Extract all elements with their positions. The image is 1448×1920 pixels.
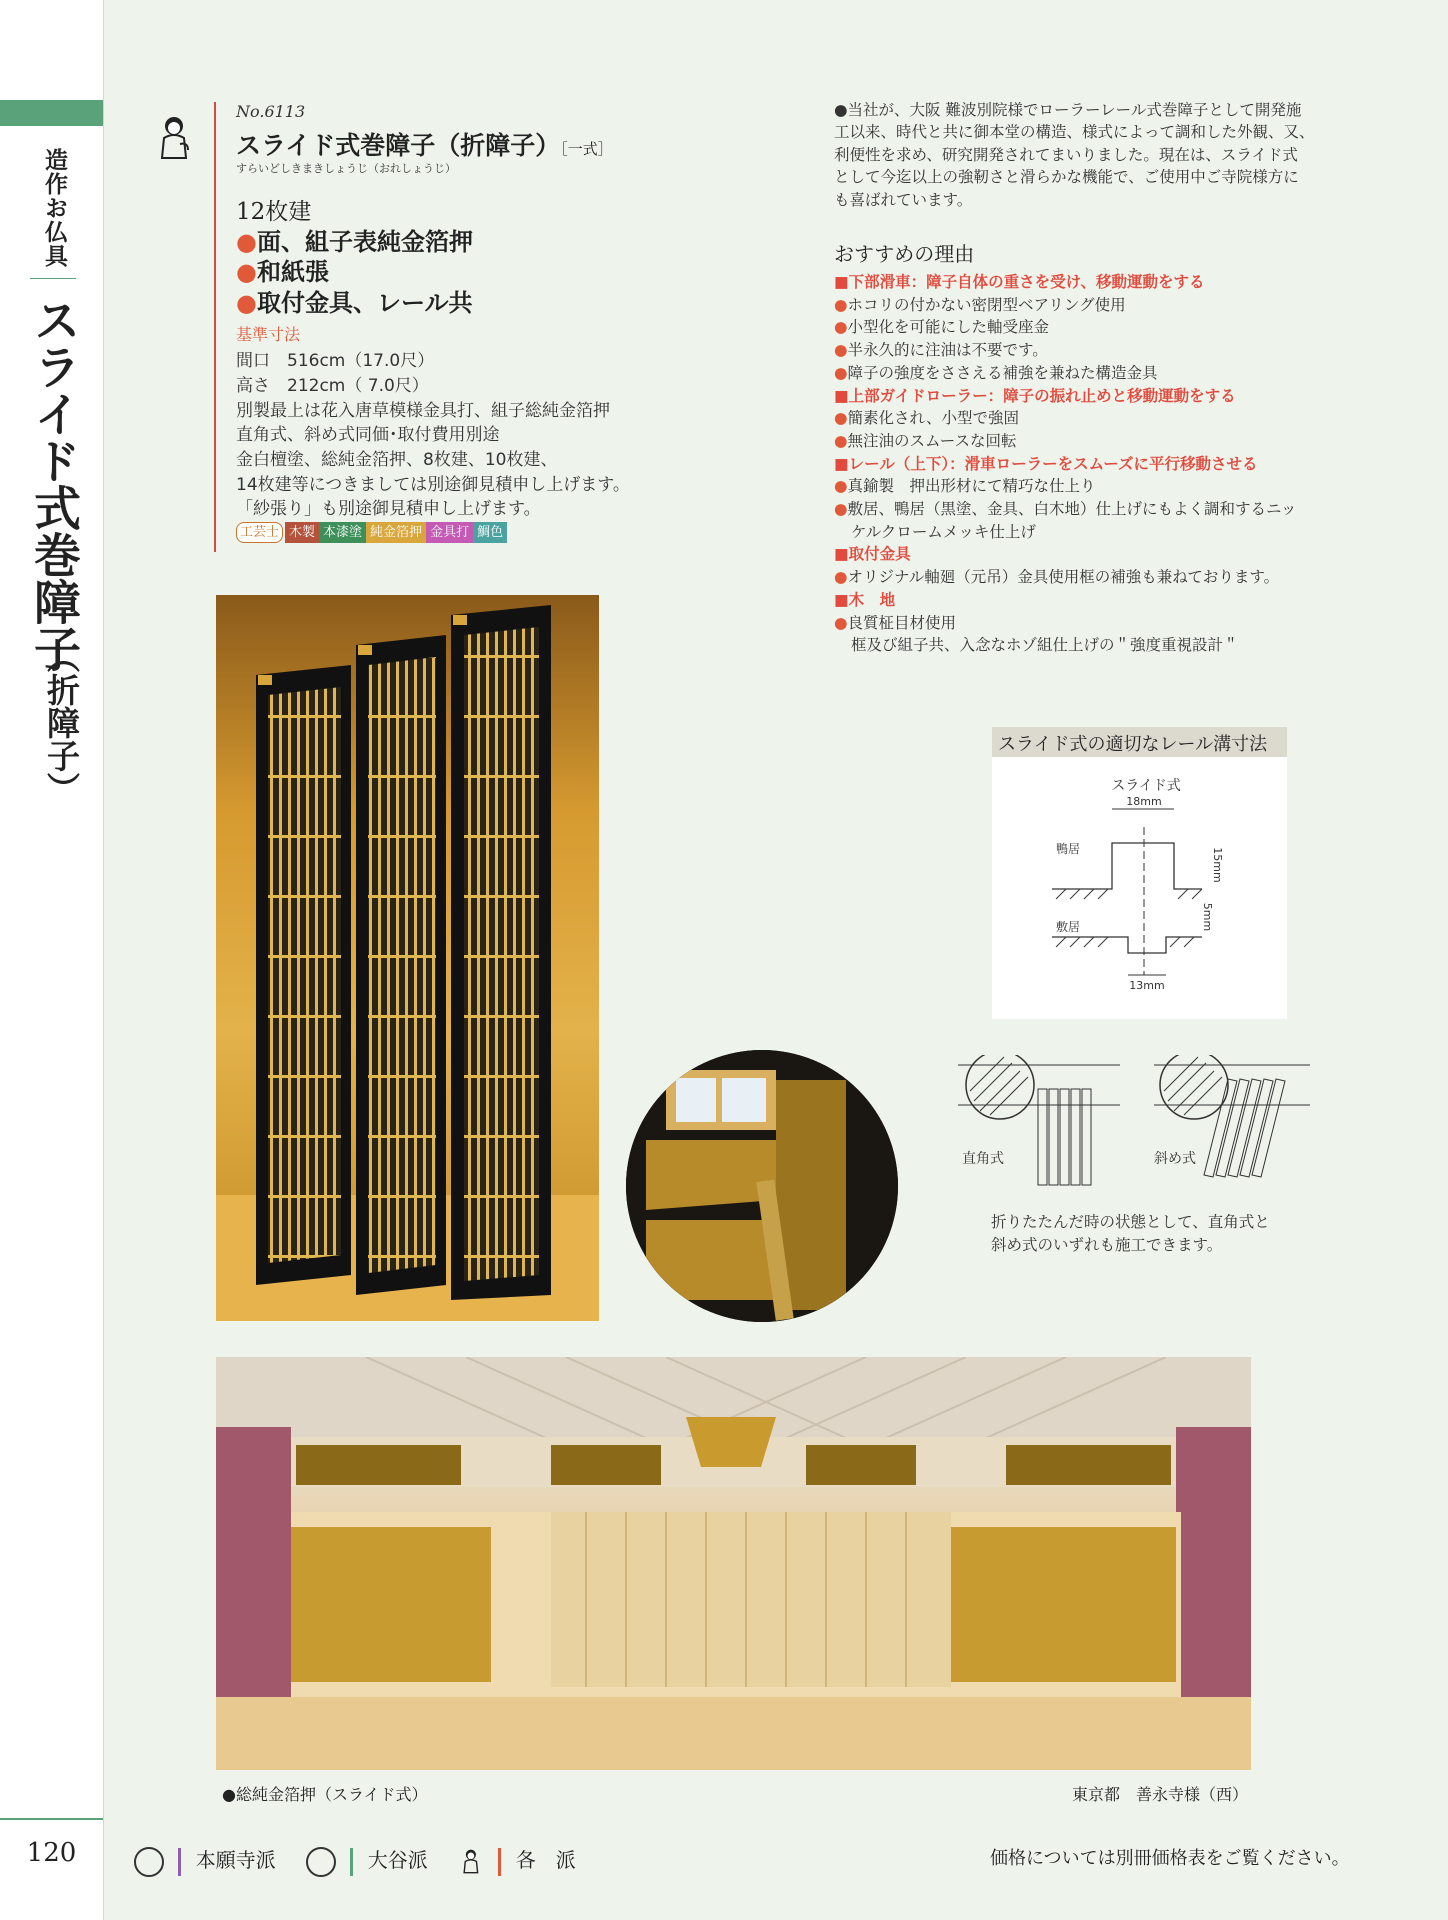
rail-groove-diagram	[992, 757, 1287, 1019]
bullet-dot-icon: ●	[236, 257, 257, 286]
reason-heading	[834, 588, 895, 610]
dimension-line: 14枚建等につきましては別途御見積申し上げます。	[236, 475, 630, 495]
reason-bullet	[834, 497, 1296, 519]
product-number: No.6113	[236, 102, 306, 121]
top-depth-label: 15mm	[1211, 847, 1224, 883]
reason-text: 框及び組子共、入念なホゾ組仕上げの＂強度重視設計＂	[851, 636, 1239, 655]
reason-bullet	[851, 633, 1239, 655]
intro-line: 工以来、時代と共に御本堂の構造、様式によって調和した外観、又、	[834, 123, 1315, 141]
reason-bullet	[834, 293, 1126, 315]
reason-heading	[834, 270, 1205, 292]
sect-divider	[350, 1848, 353, 1876]
reason-text: ■レール（上下）：滑車ローラーをスムーズに平行移動させる	[834, 454, 1258, 473]
sidebar-accent-bar	[0, 100, 103, 126]
attribute-badge: 鯛色	[473, 522, 507, 543]
attribute-badge: 本漆塗	[319, 522, 366, 543]
spec-panels: 12枚建	[236, 199, 312, 225]
product-set-label: ［一式］	[560, 140, 613, 158]
temple-hall-photo	[216, 1357, 1251, 1770]
dimension-line: 別製最上は花入唐草模様金具打、組子総純金箔押	[236, 401, 610, 421]
reason-text: ■下部滑車：障子自体の重さを受け、移動運動をする	[834, 273, 1205, 291]
feature-text: 面、組子表純金箔押	[256, 227, 473, 256]
reason-bullet	[834, 565, 1279, 587]
bullet-dot-icon: ●	[834, 500, 848, 518]
top-rail-label: 鴨居	[1056, 842, 1081, 856]
dimension-line: 「紗張り」も別途御見積申し上げます。	[236, 499, 541, 519]
temple-hall-illustration	[216, 1357, 1251, 1770]
reason-text: 敷居、鴨居（黒塗、金具、白木地）仕上げにもよく調和するニッ	[847, 500, 1297, 518]
monk-logo-icon	[158, 114, 194, 164]
reason-text: ホコリの付かない密閉型ベアリング使用	[847, 295, 1126, 314]
reason-bullet	[834, 611, 956, 633]
reason-bullet	[834, 361, 1158, 383]
bullet-dot-icon: ●	[834, 613, 848, 632]
bullet-dot-icon: ●	[834, 318, 848, 337]
feature-text: 和紙張	[256, 257, 329, 286]
sect-label: 各 派	[515, 1848, 576, 1872]
reason-bullet	[834, 338, 1048, 360]
price-note: 価格については別冊価格表をご覧ください。	[990, 1848, 1350, 1869]
hinge-detail-illustration	[626, 1050, 898, 1322]
reason-bullet	[834, 315, 1049, 337]
intro-line: も喜ばれています。	[834, 191, 973, 209]
folding-diagram	[958, 1055, 1318, 1205]
dimension-line: 高さ 212cm（ 7.0尺）	[236, 376, 429, 396]
sect-crest-icon	[306, 1847, 336, 1877]
bottom-depth-label: 5mm	[1201, 902, 1214, 932]
sect-divider	[178, 1848, 181, 1876]
reason-text: 無注油のスムースな回転	[847, 431, 1017, 450]
dimension-line: 金白檀塗、総純金箔押、8枚建、10枚建、	[236, 450, 558, 470]
monk-logo-icon	[460, 1848, 484, 1876]
product-reading: すらいどしきまきしょうじ（おれしょうじ）	[236, 162, 456, 175]
dimension-line: 直角式、斜め式同価･取付費用別途	[236, 425, 500, 445]
reason-text: 簡素化され、小型で強固	[847, 409, 1019, 428]
bullet-dot-icon: ●	[834, 431, 848, 450]
sect-item-all	[460, 1844, 576, 1876]
product-title-text: スライド式巻障子（折障子）	[236, 131, 561, 160]
bullet-dot-icon: ●	[236, 288, 257, 317]
reason-heading	[834, 542, 911, 564]
rail-diagram-title: スライド式の適切なレール溝寸法	[998, 734, 1268, 755]
attribute-badge: 木製	[285, 522, 319, 543]
reason-text: オリジナル軸廻（元吊）金具使用框の補強も兼ねております。	[847, 568, 1280, 587]
feature-item	[236, 283, 472, 318]
intro-line: ●当社が、大阪 難波別院様でローラーレール式巻障子として開発施	[834, 101, 1302, 119]
header-accent-line	[214, 102, 216, 552]
photo-caption-right: 東京都 善永寺様（西）	[1072, 1785, 1249, 1804]
dimensions-title: 基準寸法	[236, 325, 301, 344]
right-angle-fold	[958, 1055, 1120, 1185]
product-title	[236, 126, 613, 162]
sect-item-honganji	[134, 1844, 276, 1877]
reason-text: 小型化を可能にした軸受座金	[847, 318, 1050, 337]
reason-heading	[834, 384, 1236, 406]
reason-text: 障子の強度をささえる補強を兼ねた構造金具	[847, 363, 1158, 382]
bullet-dot-icon: ●	[236, 227, 257, 256]
rail-type-label: スライド式	[1111, 778, 1181, 794]
bullet-dot-icon: ●	[834, 295, 848, 314]
folding-screen-illustration	[216, 595, 599, 1321]
page-number: 120	[26, 1838, 77, 1868]
sect-item-otani	[306, 1844, 428, 1877]
reasons-title: おすすめの理由	[834, 242, 975, 266]
attribute-badge: 金具打	[426, 522, 473, 543]
reason-text: ■取付金具	[834, 545, 911, 564]
attribute-badges	[236, 522, 507, 543]
sect-crest-icon	[134, 1847, 164, 1877]
folding-screen-photo	[216, 595, 599, 1321]
reason-bullet	[834, 474, 1096, 496]
page-number-rule	[0, 1818, 103, 1820]
intro-line: 利便性を求め、研究開発されてまいりました。現在は、スライド式	[834, 146, 1298, 164]
bullet-dot-icon: ●	[834, 568, 848, 587]
reason-heading	[834, 452, 1258, 474]
reason-text: ■木 地	[834, 590, 896, 609]
reason-text: 良質柾目材使用	[847, 613, 957, 632]
feature-text: 取付金具、レール共	[256, 288, 473, 317]
bullet-dot-icon: ●	[834, 363, 848, 382]
feature-item	[236, 252, 329, 287]
diagonal-fold	[1154, 1055, 1310, 1177]
dimension-line: 間口 516cm（17.0尺）	[236, 351, 435, 371]
reason-text: 半永久的に注油は不要です。	[847, 341, 1048, 360]
sidebar-subtitle: （折障子）	[42, 640, 81, 805]
bullet-dot-icon: ●	[834, 341, 848, 360]
intro-line: として今迄以上の強靭さと滑らかな機能で、ご使用中ご寺院様方に	[834, 168, 1299, 186]
left-sidebar	[0, 0, 104, 1920]
fold-caption-line: 斜め式のいずれも施工できます。	[991, 1236, 1223, 1254]
reason-bullet	[834, 429, 1016, 451]
fold-left-label: 直角式	[962, 1151, 1004, 1167]
reason-text: ■上部ガイドローラー：障子の振れ止めと移動運動をする	[834, 386, 1236, 405]
sidebar-divider	[30, 278, 76, 279]
reason-text: ケルクロームメッキ仕上げ	[851, 522, 1036, 541]
fold-caption-line: 折りたたんだ時の状態として、直角式と	[991, 1213, 1270, 1231]
photo-caption-left: ●総純金箔押（スライド式）	[222, 1785, 428, 1804]
bottom-rail-label: 敷居	[1056, 920, 1081, 934]
fold-right-label: 斜め式	[1154, 1151, 1196, 1167]
reason-text: 真鍮製 押出形材にて精巧な仕上り	[847, 477, 1096, 496]
attribute-badge: 純金箔押	[366, 522, 426, 543]
sidebar-category: 造作お仏具	[41, 148, 68, 268]
sect-label: 本願寺派	[195, 1848, 276, 1872]
sect-divider	[498, 1848, 501, 1876]
hinge-detail-photo	[626, 1050, 898, 1322]
reason-bullet	[851, 520, 1036, 542]
attribute-badge: 工芸士	[236, 522, 283, 543]
bullet-dot-icon: ●	[834, 477, 848, 496]
top-width-label: 18mm	[1126, 795, 1162, 808]
reason-bullet	[834, 406, 1019, 428]
bullet-dot-icon: ●	[834, 409, 848, 428]
sidebar-title: スライド式巻障子	[26, 296, 81, 672]
sect-label: 大谷派	[367, 1848, 428, 1872]
bottom-width-label: 13mm	[1129, 979, 1165, 992]
